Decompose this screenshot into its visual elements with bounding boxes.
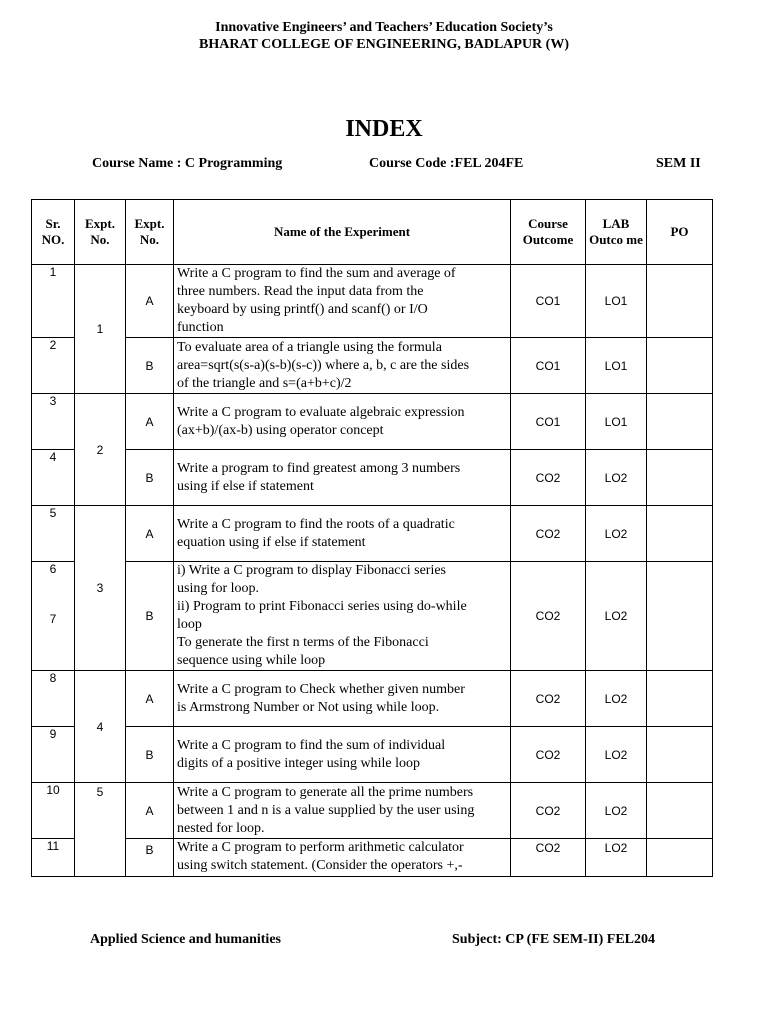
- course-code: Course Code :FEL 204FE: [369, 156, 524, 171]
- course-outcome-cell: CO2: [511, 783, 586, 839]
- course-outcome-cell: CO1: [511, 265, 586, 338]
- experiment-name-line: using switch statement. (Consider the operators +,-: [177, 858, 463, 873]
- experiment-name-cell: [174, 727, 511, 783]
- sr-no-value: 7: [49, 612, 57, 626]
- sr-no-cell: 2: [32, 338, 75, 394]
- expt-part-cell: B: [126, 450, 174, 506]
- experiment-name-cell: [174, 265, 511, 338]
- expt-part-cell: A: [126, 265, 174, 338]
- lab-outcome-cell: LO2: [586, 783, 647, 839]
- po-cell: [647, 265, 713, 338]
- experiment-name-line: sequence using while loop: [177, 653, 326, 668]
- expt-part-cell: A: [126, 394, 174, 450]
- experiment-name-line: of the triangle and s=(a+b+c)/2: [177, 375, 352, 391]
- sr-no-cell: 10: [32, 783, 75, 839]
- experiment-name-line: (ax+b)/(ax-b) using operator concept: [177, 422, 384, 438]
- college-name: BHARAT COLLEGE OF ENGINEERING, BADLAPUR (W): [198, 37, 569, 52]
- lab-outcome-cell: LO2: [586, 506, 647, 562]
- header-expt-part: Expt. No.: [126, 200, 174, 265]
- po-cell: [647, 506, 713, 562]
- experiment-name-cell: [174, 783, 511, 839]
- course-outcome-cell: CO2: [511, 450, 586, 506]
- table-header-row: [32, 200, 713, 265]
- experiment-name-line: Write a C program to evaluate algebraic expression: [177, 404, 465, 420]
- expt-no-cell: 2: [75, 394, 126, 506]
- expt-part-cell: A: [126, 671, 174, 727]
- lab-outcome-cell: LO1: [586, 265, 647, 338]
- experiment-name-line: loop: [177, 617, 202, 632]
- experiment-name-cell: [174, 338, 511, 394]
- experiment-name-line: using if else if statement: [177, 478, 314, 494]
- experiment-name-line: equation using if else if statement: [177, 534, 366, 550]
- table-row: [32, 727, 713, 783]
- course-outcome-cell: CO2: [511, 506, 586, 562]
- experiment-name-line: Write a C program to find the sum of individual: [177, 737, 446, 753]
- table-row: [32, 783, 713, 839]
- experiment-name-cell: [174, 450, 511, 506]
- experiment-name-line: Write a program to find greatest among 3 numbers: [177, 460, 461, 476]
- lab-outcome-cell: LO1: [586, 394, 647, 450]
- experiment-name-cell: [174, 562, 511, 671]
- course-outcome-cell: CO2: [511, 671, 586, 727]
- experiment-name-line: function: [177, 320, 224, 335]
- lab-outcome-cell: LO2: [586, 562, 647, 671]
- po-cell: [647, 562, 713, 671]
- header-sr-no: Sr. NO.: [32, 200, 75, 265]
- experiment-name-line: ii) Program to print Fibonacci series using do-while: [177, 599, 467, 614]
- table-row: [32, 506, 713, 562]
- lab-outcome-cell: LO2: [586, 839, 647, 877]
- experiment-name-line: keyboard by using printf() and scanf() or I/O: [177, 302, 428, 317]
- sr-no-cell: 8: [32, 671, 75, 727]
- sr-no-cell: 5: [32, 506, 75, 562]
- course-outcome-cell: CO1: [511, 338, 586, 394]
- sr-no-cell: [32, 562, 75, 671]
- lab-outcome-cell: LO2: [586, 727, 647, 783]
- expt-no-cell: 3: [75, 506, 126, 671]
- experiment-name-line: Write a C program to find the roots of a quadratic: [177, 516, 455, 532]
- experiment-name-line: using for loop.: [177, 581, 260, 596]
- sr-no-cell: 1: [32, 265, 75, 338]
- sr-no-cell: 3: [32, 394, 75, 450]
- po-cell: [647, 727, 713, 783]
- experiment-name-line: i) Write a C program to display Fibonacci series: [177, 563, 447, 578]
- experiment-name-line: is Armstrong Number or Not using while loop.: [177, 699, 440, 715]
- expt-part-cell: B: [126, 338, 174, 394]
- expt-part-cell: B: [126, 727, 174, 783]
- footer-department: Applied Science and humanities: [90, 932, 281, 947]
- experiment-name-line: nested for loop.: [177, 820, 265, 836]
- experiment-name-line: area=sqrt(s(s-a)(s-b)(s-c)) where a, b, c are the sides: [177, 357, 470, 373]
- experiment-name-line: Write a C program to perform arithmetic calculator: [177, 840, 464, 855]
- experiment-name-cell: [174, 394, 511, 450]
- experiment-name-cell: [174, 506, 511, 562]
- po-cell: [647, 783, 713, 839]
- table-row: [32, 338, 713, 394]
- header-lab-outcome: LAB Outco me: [586, 200, 647, 265]
- lab-outcome-cell: LO2: [586, 450, 647, 506]
- table-row: [32, 671, 713, 727]
- expt-no-cell: 5: [75, 783, 126, 877]
- expt-part-cell: B: [126, 562, 174, 671]
- expt-part-cell: B: [126, 839, 174, 877]
- page-title: INDEX: [345, 116, 423, 142]
- table-row: [32, 839, 713, 877]
- course-name: Course Name : C Programming: [92, 156, 283, 171]
- experiment-name-cell: [174, 671, 511, 727]
- lab-outcome-cell: LO1: [586, 338, 647, 394]
- po-cell: [647, 839, 713, 877]
- sr-no-value: 6: [49, 562, 57, 576]
- society-name: Innovative Engineers’ and Teachers’ Education Society’s: [215, 20, 553, 35]
- course-outcome-cell: CO2: [511, 562, 586, 671]
- experiment-name-line: three numbers. Read the input data from the: [177, 284, 424, 299]
- lab-outcome-cell: LO2: [586, 671, 647, 727]
- experiment-name-cell: [174, 839, 511, 877]
- footer-subject: Subject: CP (FE SEM-II) FEL204: [452, 932, 655, 947]
- experiment-name-line: digits of a positive integer using while loop: [177, 755, 421, 771]
- table-row: [32, 450, 713, 506]
- sr-no-cell: 9: [32, 727, 75, 783]
- table-row: [32, 394, 713, 450]
- course-outcome-cell: CO2: [511, 839, 586, 877]
- table-row: [32, 265, 713, 338]
- experiment-name-line: Write a C program to find the sum and average of: [177, 266, 456, 281]
- po-cell: [647, 450, 713, 506]
- po-cell: [647, 671, 713, 727]
- po-cell: [647, 394, 713, 450]
- experiment-index-table: [31, 199, 713, 877]
- header-expt-no: Expt. No.: [75, 200, 126, 265]
- header-po: PO: [647, 200, 713, 265]
- table-row: [32, 562, 713, 671]
- expt-no-cell: 1: [75, 265, 126, 394]
- experiment-name-line: To evaluate area of a triangle using the formula: [177, 339, 442, 355]
- experiment-name-line: Write a C program to generate all the prime numbers: [177, 784, 474, 800]
- experiment-name-line: To generate the first n terms of the Fibonacci: [177, 635, 429, 650]
- semester: SEM II: [656, 156, 701, 171]
- header-experiment-name: Name of the Experiment: [174, 200, 511, 265]
- expt-part-cell: A: [126, 783, 174, 839]
- experiment-name-line: between 1 and n is a value supplied by the user using: [177, 802, 475, 818]
- expt-part-cell: A: [126, 506, 174, 562]
- header-course-outcome: Course Outcome: [511, 200, 586, 265]
- expt-no-cell: 4: [75, 671, 126, 783]
- course-outcome-cell: CO1: [511, 394, 586, 450]
- sr-no-cell: 11: [32, 839, 75, 877]
- experiment-name-line: Write a C program to Check whether given number: [177, 681, 465, 697]
- course-outcome-cell: CO2: [511, 727, 586, 783]
- sr-no-cell: 4: [32, 450, 75, 506]
- po-cell: [647, 338, 713, 394]
